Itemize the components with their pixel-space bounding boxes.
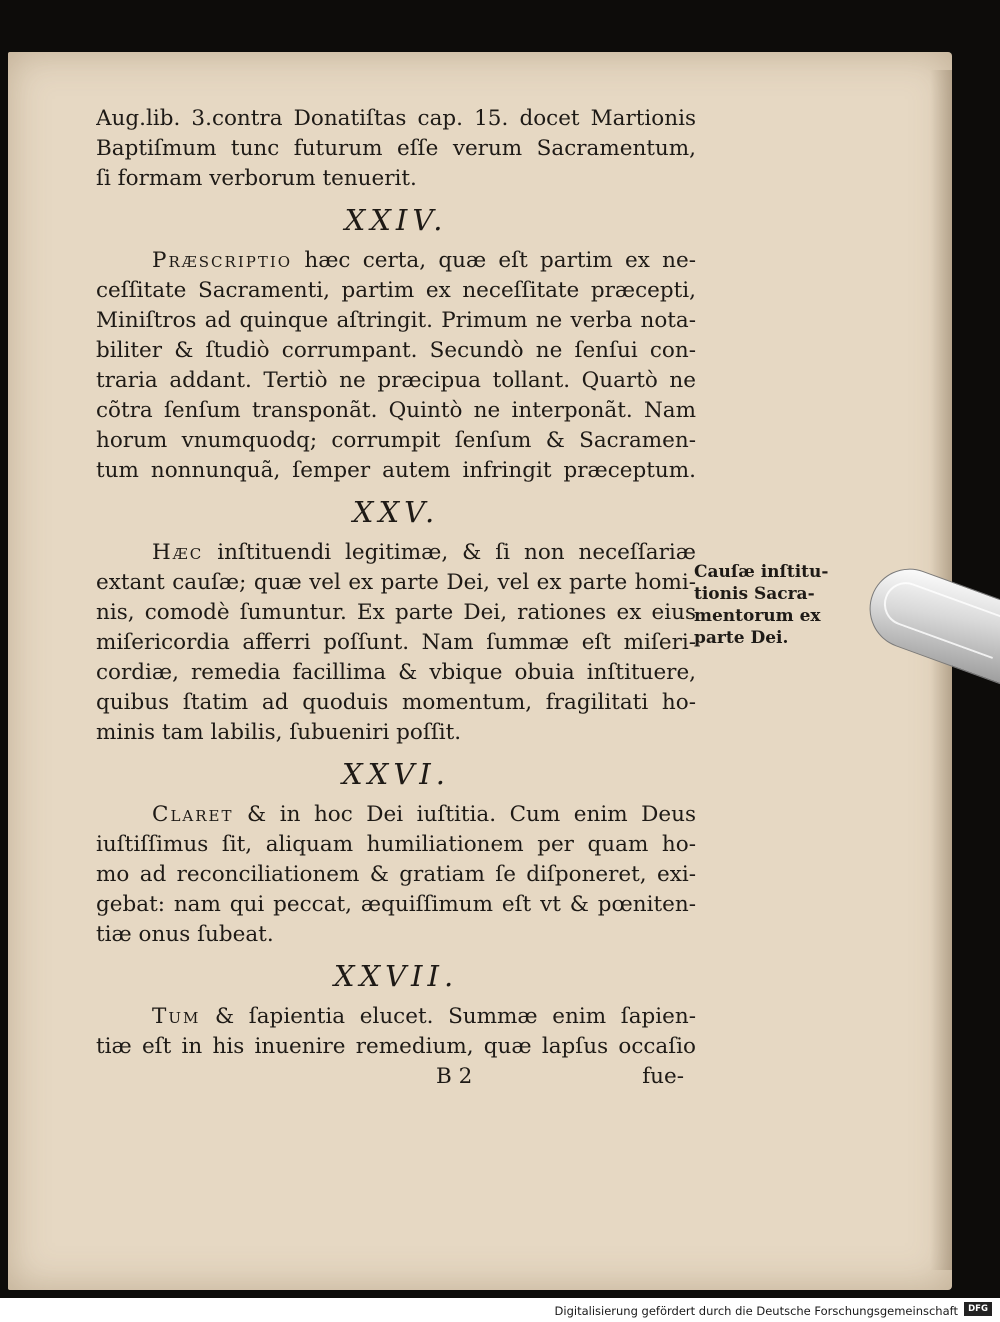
paragraph-line: tiæ eſt in his inuenire remedium, quæ lapſus occaſio — [96, 1034, 696, 1059]
intro-line: Baptiſmum tunc futurum eſſe verum Sacramentum, — [96, 136, 696, 161]
main-text — [96, 104, 696, 1092]
marginal-line: parte Dei. — [694, 628, 789, 648]
lead-word: Præscriptio — [152, 248, 293, 273]
paragraph-text: & in hoc Dei iuſtitia. Cum enim Deus — [247, 802, 696, 827]
lead-word: Claret — [152, 802, 234, 827]
lead-word: Hæc — [152, 540, 204, 565]
paragraph-line: horum vnumquodq; corrumpit ſenſum & Sacramen- — [96, 428, 696, 453]
section-number: XXV. — [352, 495, 440, 529]
paragraph-line: nis, comodè ſumuntur. Ex parte Dei, rationes ex eius — [96, 600, 696, 625]
marginal-note — [694, 561, 844, 649]
section-number: XXVII. — [333, 959, 459, 993]
lead-word: Tum — [152, 1004, 201, 1029]
paragraph-text: & ſapientia elucet. Summæ enim ſapien- — [215, 1004, 696, 1029]
section-number: XXIV. — [344, 203, 448, 237]
paragraph-line: traria addant. Tertiò ne præcipua tollant. Quartò ne — [96, 368, 696, 393]
paragraph-line: cordiæ, remedia facillima & vbique obuia inſtituere, — [96, 660, 696, 685]
intro-line: ſi formam verborum tenuerit. — [96, 166, 417, 191]
section-number: XXVI. — [342, 757, 450, 791]
marginal-line: mentorum ex — [694, 606, 821, 626]
paragraph-line: quibus ſtatim ad quoduis momentum, fragilitati ho- — [96, 690, 696, 715]
paragraph-line: gebat: nam qui peccat, æquiſſimum eſt vt & pœniten- — [96, 892, 696, 917]
paragraph-line: minis tam labilis, ſubueniri poſſit. — [96, 720, 462, 745]
paragraph-line: biliter & ſtudiò corrumpant. Secundò ne ſenſui con- — [96, 338, 696, 363]
page-edge-shadow — [930, 70, 952, 1270]
paragraph-line: Miniſtros ad quinque aſtringit. Primum ne verba nota- — [96, 308, 696, 333]
paragraph-text: hæc certa, quæ eſt partim ex ne- — [304, 248, 696, 273]
marginal-line: Cauſæ inſtitu- — [694, 562, 829, 582]
marginal-line: tionis Sacra- — [694, 584, 815, 604]
intro-line: Aug.lib. 3.contra Donatiſtas cap. 15. docet Martionis — [96, 106, 696, 131]
section-first-line — [96, 800, 696, 830]
page-footer-line — [96, 1062, 696, 1092]
catchword: fue- — [642, 1064, 684, 1089]
dfg-logo: DFG — [964, 1302, 992, 1316]
paragraph-line: mo ad reconciliationem & gratiam ſe diſponeret, exi- — [96, 862, 696, 887]
section-first-line — [96, 246, 696, 276]
section-first-line — [96, 538, 696, 568]
paragraph-line: tiæ onus ſubeat. — [96, 922, 274, 947]
paragraph-line: extant cauſæ; quæ vel ex parte Dei, vel ex parte homi- — [96, 570, 696, 595]
paragraph-line: ceſſitate Sacramenti, partim ex neceſſitate præcepti, — [96, 278, 696, 303]
paragraph-line: tum nonnunquã, ſemper autem infringit præceptum. — [96, 458, 696, 483]
paragraph-line: iuſtiſſimus ſit, aliquam humiliationem per quam ho- — [96, 832, 696, 857]
signature-mark: B 2 — [436, 1064, 473, 1089]
paragraph-line: cõtra ſenſum transponãt. Quintò ne interponãt. Nam — [96, 398, 696, 423]
paragraph-text: inſtituendi legitimæ, & ſi non neceſſariæ — [217, 540, 696, 565]
section-first-line — [96, 1002, 696, 1032]
funding-credit: Digitalisierung gefördert durch die Deutsche Forschungsgemeinschaft — [554, 1304, 958, 1318]
paragraph-line: miſericordia afferri poſſunt. Nam ſummæ eſt miſeri- — [96, 630, 696, 655]
